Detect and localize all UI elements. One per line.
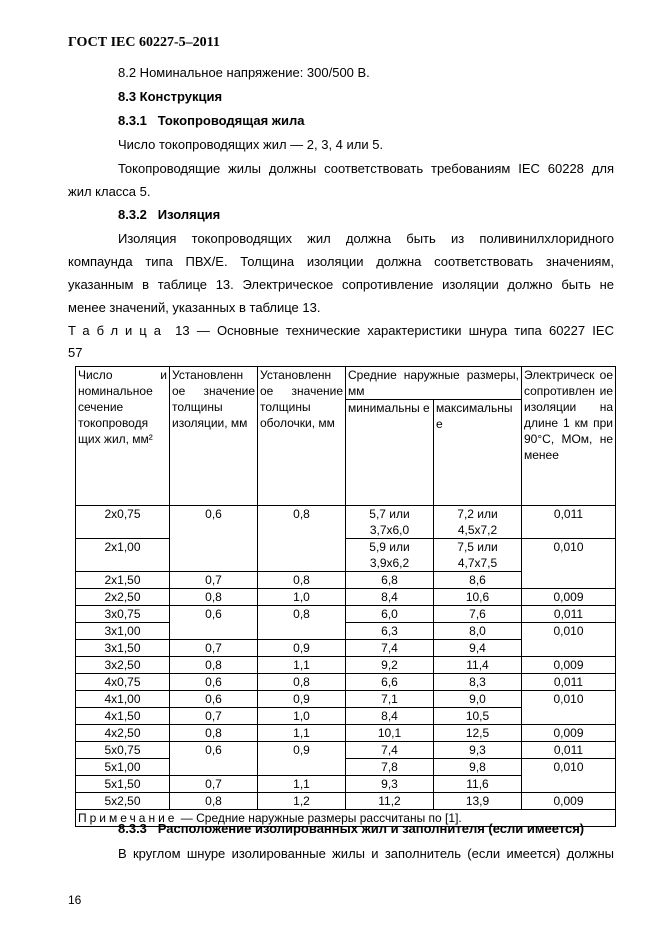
insulation-line-4: менее значений, указанных в таблице 13.: [68, 300, 321, 315]
table-cell: 3х1,50: [76, 640, 170, 657]
table-cell: 0,7: [170, 776, 258, 793]
table-cell: 0,8: [170, 793, 258, 810]
table-cell: 1,1: [258, 725, 346, 742]
table-cell: 0,8: [170, 589, 258, 606]
header-max: максимальны е: [434, 400, 522, 506]
table-cell: 7,4: [346, 742, 434, 759]
table-cell: 5х1,00: [76, 759, 170, 776]
table-cell: 0,011: [522, 674, 616, 691]
table-note-text: — Средние наружные размеры рассчитаны по [1].: [177, 811, 462, 825]
table-cell: 1,1: [258, 776, 346, 793]
table-cell: 8,3: [434, 674, 522, 691]
document-header: ГОСТ IEC 60227-5–2011: [68, 35, 220, 50]
table-cell: 3х1,00: [76, 623, 170, 640]
heading-8-3-3: 8.3.3 Расположение изолированных жил и заполнителя (если имеется): [118, 821, 585, 836]
heading-8-3: 8.3 Конструкция: [118, 89, 223, 104]
table-cell: 11,4: [434, 657, 522, 674]
table-cell: 4х0,75: [76, 674, 170, 691]
table-cell: 9,2: [346, 657, 434, 674]
table-cell: 0,011: [522, 506, 616, 539]
table-cell: 0,6: [170, 506, 258, 572]
table-cell: 0,9: [258, 691, 346, 708]
table-cell: 5,7 или 3,7х6,0: [346, 506, 434, 539]
section-8-2: 8.2 Номинальное напряжение: 300/500 В.: [118, 65, 370, 80]
table-cell: 5х1,50: [76, 776, 170, 793]
table-cell: 0,8: [170, 657, 258, 674]
header-cores: Число и номинальное сечение токопроводя щих жил, мм²: [76, 367, 170, 506]
table-cell: 1,2: [258, 793, 346, 810]
table-cell: 9,0: [434, 691, 522, 708]
table-cell: 7,8: [346, 759, 434, 776]
header-sheath-thickness: Установленн ое значение толщины оболочки, мм: [258, 367, 346, 506]
table-cell: 0,7: [170, 572, 258, 589]
table-cell: 9,3: [346, 776, 434, 793]
table-cell: 0,9: [258, 742, 346, 776]
header-outer-dimensions: Средние наружные размеры, мм: [346, 367, 522, 400]
table-cell: 6,3: [346, 623, 434, 640]
table-cell: 10,6: [434, 589, 522, 606]
table-cell: 0,009: [522, 725, 616, 742]
table-cell: 5,9 или 3,9х6,2: [346, 539, 434, 572]
header-insulation-resistance: Электрическ ое сопротивлен ие изоляции на длине 1 км при 90°С, МОм, не менее: [522, 367, 616, 506]
table-cell: 0,7: [170, 640, 258, 657]
table-cell: 5х0,75: [76, 742, 170, 759]
table-cell: 0,6: [170, 674, 258, 691]
table-cell: 0,8: [258, 606, 346, 640]
table-cell: 7,4: [346, 640, 434, 657]
specification-table: [75, 366, 616, 827]
table-cell: 0,009: [522, 793, 616, 810]
table-cell: 0,8: [258, 506, 346, 572]
table-cell: 3х0,75: [76, 606, 170, 623]
table-cell: 7,6: [434, 606, 522, 623]
table-cell: 2х2,50: [76, 589, 170, 606]
table-cell: 7,2 или 4,5х7,2: [434, 506, 522, 539]
table-cell: 0,9: [258, 640, 346, 657]
table-caption: [68, 320, 614, 341]
table-cell: 0,6: [170, 742, 258, 776]
table-cell: 4х1,50: [76, 708, 170, 725]
table-cell: 10,5: [434, 708, 522, 725]
insulation-line-3: указанным в таблице 13. Электрическое сопротивление изоляции должно быть не: [68, 277, 614, 292]
table-cell: 8,4: [346, 708, 434, 725]
table-cell: 5х2,50: [76, 793, 170, 810]
table-cell: 9,4: [434, 640, 522, 657]
heading-8-3-2: 8.3.2 Изоляция: [118, 207, 221, 222]
table-cell: 0,011: [522, 606, 616, 623]
cores-count-text: Число токопроводящих жил — 2, 3, 4 или 5.: [118, 137, 384, 152]
table-cell: 11,6: [434, 776, 522, 793]
requirements-line-2: жил класса 5.: [68, 184, 151, 199]
table-cell: 12,5: [434, 725, 522, 742]
table-cell: 0,009: [522, 589, 616, 606]
table-cell: 3х2,50: [76, 657, 170, 674]
table-cell: 0,010: [522, 691, 616, 725]
table-cell: 2х1,00: [76, 539, 170, 572]
page-number: 16: [68, 893, 82, 907]
table-cell: 0,8: [258, 674, 346, 691]
table-cell: 0,6: [170, 606, 258, 640]
table-caption-line2: 57: [68, 345, 83, 360]
table-cell: 1,0: [258, 708, 346, 725]
table-cell: 0,6: [170, 691, 258, 708]
table-cell: 8,4: [346, 589, 434, 606]
table-cell: 0,010: [522, 759, 616, 793]
table-cell: 6,6: [346, 674, 434, 691]
table-cell: 7,1: [346, 691, 434, 708]
table-cell: 6,8: [346, 572, 434, 589]
table-cell: 9,3: [434, 742, 522, 759]
requirements-line-1: Токопроводящие жилы должны соответствовать требованиям IEC 60228 для: [118, 161, 614, 176]
table-cell: 0,010: [522, 539, 616, 589]
table-cell: 8,0: [434, 623, 522, 640]
table-cell: 2х0,75: [76, 506, 170, 539]
header-min: минимальны е: [346, 400, 434, 506]
table-cell: 4х1,00: [76, 691, 170, 708]
table-cell: 7,5 или 4,7х7,5: [434, 539, 522, 572]
table-cell: 10,1: [346, 725, 434, 742]
table-cell: 4х2,50: [76, 725, 170, 742]
table-cell: 1,0: [258, 589, 346, 606]
table-cell: 0,8: [170, 725, 258, 742]
table-cell: 0,7: [170, 708, 258, 725]
table-cell: 11,2: [346, 793, 434, 810]
table-cell: 9,8: [434, 759, 522, 776]
insulation-line-1: Изоляция токопроводящих жил должна быть из поливинилхлоридного: [118, 231, 614, 246]
header-insulation-thickness: Установленн ое значение толщины изоляции, мм: [170, 367, 258, 506]
table-caption-word: Таблица: [68, 323, 168, 338]
table-caption-text: 13 — Основные технические характеристики шнура типа 60227 IEC: [175, 323, 614, 338]
table-cell: 0,010: [522, 623, 616, 657]
table-cell: 8,6: [434, 572, 522, 589]
heading-8-3-1: 8.3.1 Токопроводящая жила: [118, 113, 305, 128]
last-paragraph: В круглом шнуре изолированные жилы и заполнитель (если имеется) должны: [118, 846, 614, 861]
table-cell: 1,1: [258, 657, 346, 674]
table-cell: 0,009: [522, 657, 616, 674]
table-cell: 0,011: [522, 742, 616, 759]
table-cell: 2х1,50: [76, 572, 170, 589]
table-cell: 13,9: [434, 793, 522, 810]
table-cell: 0,8: [258, 572, 346, 589]
table-note-word: Примечание: [78, 811, 178, 825]
insulation-line-2: компаунда типа ПВХ/Е. Толщина изоляции должна соответствовать значениям,: [68, 254, 614, 269]
table-cell: 6,0: [346, 606, 434, 623]
